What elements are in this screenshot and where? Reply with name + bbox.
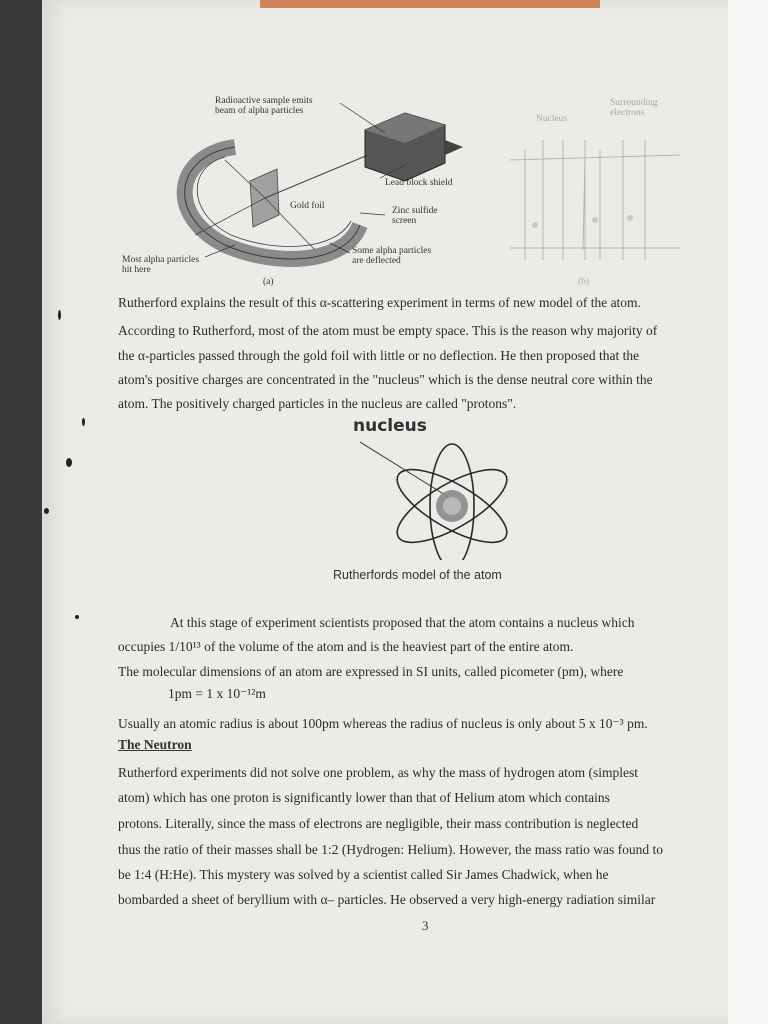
atom-model-caption: Rutherfords model of the atom — [333, 568, 502, 582]
label-panel-b: (b) — [578, 277, 590, 287]
paragraph-1-line-2: According to Rutherford, most of the atom must be empty space. This is the reason why majority of — [118, 323, 658, 338]
paragraph-4-line-2: atom) which has one proton is significantly lower than that of Helium atom which contains — [118, 790, 610, 805]
scan-speck — [75, 615, 79, 619]
page-number: 3 — [422, 918, 429, 933]
atom-model-illustration — [360, 430, 510, 560]
paragraph-1-line-5: atom. The positively charged particles in the nucleus are called "protons". — [118, 396, 517, 411]
paragraph-4-line-3: protons. Literally, since the mass of electrons are negligible, their mass contribution is neglected — [118, 816, 639, 831]
scan-speck — [44, 508, 49, 514]
paragraph-3: Usually an atomic radius is about 100pm whereas the radius of nucleus is only about 5 x 10⁻³ pm. — [118, 716, 648, 731]
label-electrons-b: Surrounding electrons — [610, 98, 658, 118]
paragraph-1-line-3: the α-particles passed through the gold foil with little or no deflection. He then proposed that the — [118, 348, 640, 363]
scan-speck — [58, 310, 61, 320]
paragraph-2-line-1: At this stage of experiment scientists proposed that the atom contains a nucleus which — [170, 615, 635, 630]
paragraph-2-line-3: The molecular dimensions of an atom are expressed in SI units, called picometer (pm), where — [118, 664, 624, 679]
page-top-strip — [260, 0, 600, 8]
paragraph-2-line-2: occupies 1/10¹³ of the volume of the atom and is the heaviest part of the entire atom. — [118, 639, 574, 654]
label-nucleus-b: Nucleus — [536, 114, 568, 124]
label-source: Radioactive sample emits beam of alpha particles — [215, 96, 313, 116]
picometer-formula: 1pm = 1 x 10⁻¹²m — [168, 686, 266, 701]
section-title-neutron: The Neutron — [118, 737, 192, 752]
paragraph-4-line-1: Rutherford experiments did not solve one problem, as why the mass of hydrogen atom (simplest — [118, 765, 639, 780]
nucleus-heading: nucleus — [353, 416, 427, 436]
label-screen: Zinc sulfide screen — [392, 206, 438, 226]
label-lead-block: Lead block shield — [385, 178, 453, 188]
paragraph-4-line-5: be 1:4 (H:He). This mystery was solved by a scientist called Sir James Chadwick, when he — [118, 867, 609, 882]
particle-paths-diagram — [505, 100, 685, 280]
scan-speck — [82, 418, 85, 426]
paragraph-1-line-4: atom's positive charges are concentrated in the "nucleus" which is the dense neutral core within the — [118, 372, 653, 387]
paragraph-4-line-6: bombarded a sheet of beryllium with α– particles. He observed a very high-energy radiation similar — [118, 892, 656, 907]
label-most-hit: Most alpha particles hit here — [122, 255, 200, 275]
scan-speck — [66, 458, 72, 467]
label-panel-a: (a) — [263, 277, 274, 287]
paragraph-4-line-4: thus the ratio of their masses shall be 1:2 (Hydrogen: Helium). However, the mass ratio was found to — [118, 842, 663, 857]
label-deflected: Some alpha particles are deflected — [352, 246, 432, 266]
label-gold-foil: Gold foil — [290, 201, 325, 211]
page-edge — [728, 0, 768, 1024]
paragraph-1-line-1: Rutherford explains the result of this α-scattering experiment in terms of new model of the atom. — [118, 295, 641, 310]
